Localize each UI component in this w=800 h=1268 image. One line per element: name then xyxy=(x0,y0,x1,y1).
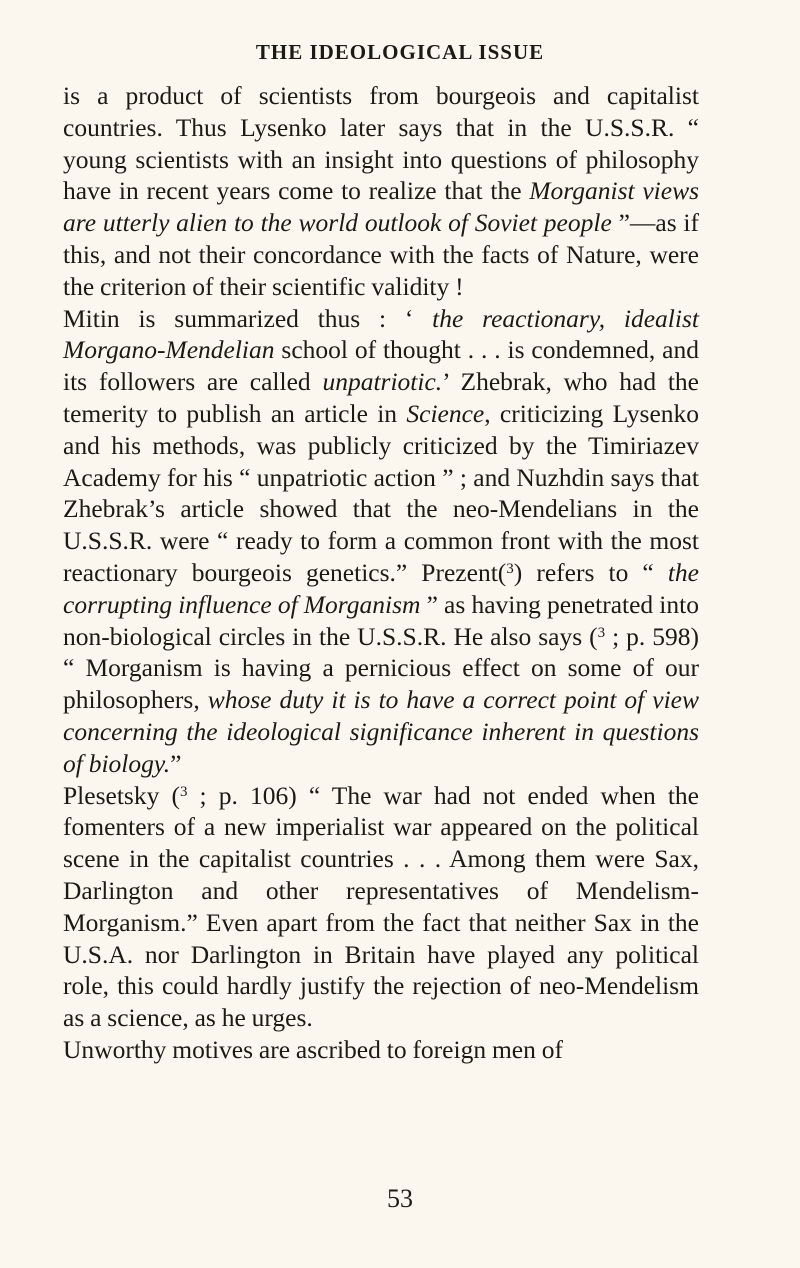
text-run: school of thought . . . is condemned, and its followers are called xyxy=(63,335,699,397)
footnote-ref: 3 xyxy=(597,624,606,641)
page-number: 53 xyxy=(387,1184,413,1213)
body-text xyxy=(63,80,699,1066)
italic-run: Morganist views are utterly alien to the world outlook of Soviet people xyxy=(63,176,700,238)
footnote-ref: 3 xyxy=(179,783,188,800)
paragraph-2 xyxy=(63,303,699,780)
paragraph-1 xyxy=(63,80,699,303)
italic-run: the reactionary, idealist Morgano-Mendelian xyxy=(63,303,699,365)
text-run: is a product of scientists from bourgeois and capitalist countries. Thus Lysenko later says that in the U.S.S.R. “ young scientists with an insight into questions of philosophy have in recent years come to realize that the xyxy=(63,81,699,206)
running-head: THE IDEOLOGICAL ISSUE xyxy=(255,40,545,64)
text-run: ; p. 106) “ The war had not ended when the fomenters of a new imperialist war appeared on the political scene in the capitalist countries . . . Among them were Sax, Darlington and other representatives of Mendelism-Morganism.” Even apart from the fact that neither Sax in the U.S.A. nor Darlington in Britain have played any political role, this could hardly justify the rejection of neo-Mendelism as a science, as he urges. xyxy=(63,780,699,1033)
text-run: ) refers to “ xyxy=(513,557,668,587)
text-run: Plesetsky ( xyxy=(63,780,180,810)
footnote-ref: 3 xyxy=(506,560,514,577)
italic-run: whose duty it is to have a correct point of view concerning the ideological significance inherent in questions of biology. xyxy=(63,685,700,778)
text-run: ; p. 598) “ Morganism is having a pernicious effect on some of our philosophers, xyxy=(63,621,700,715)
text-run: ’ Zhebrak, who had the temerity to publish an article in xyxy=(63,367,699,428)
text-run: , criticizing Lysenko and his methods, was publicly criticized by the Timiriazev Academy for his “ unpatriotic action ” ; and Nuzhdin says that Zhebrak’s article showed that the neo-Mendelians in the U.S.S.R. were “ ready to form a common front with the most reactionary bourgeois genetics.” Prezent( xyxy=(63,398,700,587)
text-run: Unworthy motives are ascribed to foreign men of xyxy=(63,1034,563,1064)
text-run: ” xyxy=(170,748,182,778)
text-run: ”—as if this, and not their concordance with the facts of Nature, were the criterion of their scientific validity ! xyxy=(63,208,700,301)
italic-run: the corrupting influence of Morganism xyxy=(63,557,699,619)
text-run: Mitin is summarized thus : ‘ xyxy=(63,303,433,333)
italic-run: unpatriotic. xyxy=(322,367,443,397)
italic-run: Science xyxy=(406,398,485,428)
paragraph-4 xyxy=(63,1034,699,1066)
paragraph-3 xyxy=(63,780,699,1034)
text-run: ” as having penetrated into non-biological circles in the U.S.S.R. He also says ( xyxy=(63,589,699,651)
